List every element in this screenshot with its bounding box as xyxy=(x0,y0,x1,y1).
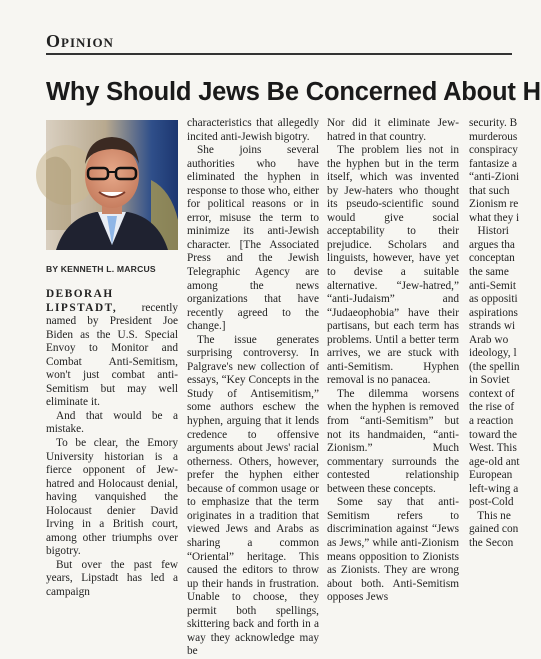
article-column-2 xyxy=(187,117,319,658)
column-line: Zionism re xyxy=(469,198,519,211)
byline: BY KENNETH L. MARCUS xyxy=(46,264,156,274)
article-column-3 xyxy=(327,117,459,604)
paragraph: To be clear, the Emory University historian is a fierce opponent of Jew-hatred and Holocaust denial, having vanquished the Holocaust denier David Irving in a British court, among other triumphs over bigotry. xyxy=(46,437,178,558)
author-photo xyxy=(46,120,178,250)
paragraph: The problem lies not in the hyphen but in the term itself, which was invented by Jew-haters who thought its pseudo-scientific sound would give social acceptability to their prejudice. Scholars and linguists, however, have yet to devise a suitable alternative. “Jew-hatred,” “anti-Judaism” and “Judaeophobia” have their partisans, but each term has problems. Until a better term arrives, we are stuck with anti-Semitism. Hyphen removal is no panacea. xyxy=(327,144,459,387)
column-line: conceptan xyxy=(469,252,515,265)
column-line: age-old ant xyxy=(469,455,520,468)
column-line: Histori xyxy=(469,225,509,238)
column-line: toward the xyxy=(469,428,517,441)
paragraph: And that would be a mistake. xyxy=(46,409,178,436)
paragraph: Some say that anti-Semitism refers to discrimination against “Jews as Jews,” while anti-Zionism means opposition to Zionists as Zionists. They are wrong about both. Anti-Semitism opposes Jews xyxy=(327,496,459,604)
lead-in: DEBORAH LIPSTADT, xyxy=(46,288,118,314)
column-line: argues tha xyxy=(469,238,515,251)
column-line: conspiracy xyxy=(469,144,518,157)
column-line: West. This xyxy=(469,442,517,455)
paragraph: The dilemma worsens when the hyphen is removed from “anti-Semitism” but not its handmaiden, “anti-Zionism.” Much commentary surrounds the contested relationship between these concepts. xyxy=(327,387,459,495)
paragraph: characteristics that allegedly incited anti-Jewish bigotry. xyxy=(187,117,319,143)
paragraph: But over the past few years, Lipstadt has led a campaign xyxy=(46,558,178,599)
article-column-4-cropped xyxy=(469,117,529,549)
column-line: ideology, l xyxy=(469,347,517,360)
column-line: anti-Semit xyxy=(469,279,517,292)
paragraph: The issue generates surprising controversy. In Palgrave's new collection of essays, “Key Concepts in the Study of Antisemitism,” some authors eschew the hyphen, arguing that it lends credence to offensive arguments about Jews' racial otherness. Others, however, prefer the hyphen either because of common usage or to emphasize that the term originates in a tradition that viewed Jews and Arabs as sharing a common “Oriental” heritage. This caused the editors to throw up their hands in frustration. Unable to choose, they permit both spellings, skittering back and forth in a way they acknowledge may be xyxy=(187,333,319,658)
column-line: (the spellin xyxy=(469,360,520,373)
column-line: gained con xyxy=(469,523,519,536)
column-line: fantasize a xyxy=(469,157,517,170)
column-line: the Secon xyxy=(469,536,514,549)
column-line: context of xyxy=(469,387,515,400)
column-line: left-wing a xyxy=(469,482,519,495)
column-line: aspirations xyxy=(469,306,518,319)
column-line: This ne xyxy=(469,509,511,522)
column-line: the rise of xyxy=(469,401,515,414)
section-rule xyxy=(46,53,512,55)
column-line: post-Cold xyxy=(469,496,514,509)
paragraph: She joins several authorities who have eliminated the hyphen in response to those who, either for political reasons or in error, misuse the term to minimize its anti-Jewish character. [The Associated Press and the Jewish Telegraphic Agency are among the news organizations that have recently agreed to the change.] xyxy=(187,144,319,333)
column-line: security. B xyxy=(469,117,518,129)
paragraph: Nor did it eliminate Jew-hatred in that country. xyxy=(327,117,459,143)
column-line: the same xyxy=(469,266,509,279)
column-line: as oppositi xyxy=(469,293,518,306)
paragraph: DEBORAH LIPSTADT, recently named by President Joe Biden as the U.S. Special Envoy to Monitor and Combat Anti-Semitism, won't just combat anti-Semitism but may well eliminate it. xyxy=(46,288,178,409)
article-headline: Why Should Jews Be Concerned About H xyxy=(46,78,541,106)
column-line: murderous xyxy=(469,130,518,143)
column-line: a reaction xyxy=(469,415,514,428)
column-line: that such xyxy=(469,184,510,197)
column-line: “anti-Zioni xyxy=(469,171,520,184)
column-line: European xyxy=(469,469,513,482)
column-line: Arab wo xyxy=(469,333,509,346)
column-line: in Soviet xyxy=(469,374,510,387)
section-label: Opinion xyxy=(46,31,114,51)
column-line: what they i xyxy=(469,211,520,224)
column-line: strands wi xyxy=(469,320,516,333)
article-column-1 xyxy=(46,288,178,599)
